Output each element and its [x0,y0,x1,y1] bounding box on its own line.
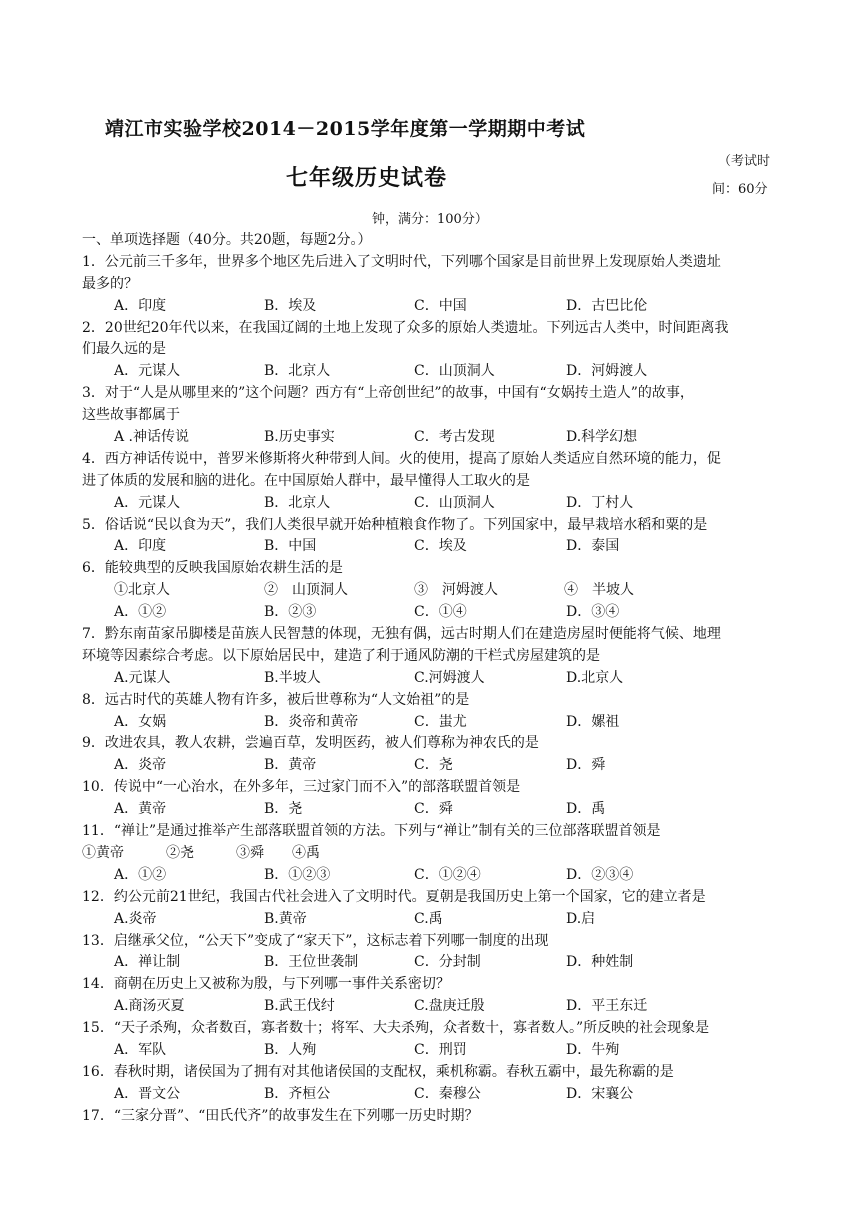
answer-options [82,427,782,449]
answer-option: D.启 [566,910,596,927]
answer-option: D.北京人 [566,669,624,686]
answer-option: A．元谋人 [114,494,181,511]
exam-title: 靖江市实验学校2014－2015学年度第一学期期中考试 [105,118,586,140]
question-10 [82,777,782,821]
answer-option: A.元谋人 [114,669,171,686]
answer-option: B．②③ [264,604,317,621]
answer-option: D．禹 [566,801,606,818]
answer-option: A．黄帝 [114,801,167,818]
section-heading: 一、单项选择题（40分。共20题，每题2分。） [82,232,372,248]
question-1 [82,252,782,318]
answer-option: B．王位世袭制 [264,954,359,971]
answer-option: C．刑罚 [414,1041,467,1058]
question-text-line: 进了体质的发展和脑的进化。在中国原始人群中，最早懂得人工取火的是 [82,472,530,489]
answer-option: D．泰国 [566,538,620,555]
answer-options [82,296,782,318]
answer-option: D．②③④ [566,866,634,883]
answer-option: D．③④ [566,604,620,621]
answer-option: B．人殉 [264,1041,317,1058]
answer-option: B.黄帝 [264,910,307,927]
answer-option: A．元谋人 [114,363,181,380]
answer-options [82,909,782,931]
question-15 [82,1018,782,1062]
question-16 [82,1062,782,1106]
answer-option: D．舜 [566,757,606,774]
answer-option: A.商汤灭夏 [114,998,185,1015]
answer-options [82,668,782,690]
question-text-line: 这些故事都属于 [82,407,180,424]
answer-option: C．舜 [414,801,453,818]
answer-option: D．嫘祖 [566,713,620,730]
question-text-line: 10．传说中“一心治水，在外多年，三过家门而不入”的部落联盟首领是 [82,779,521,796]
answer-option: C．①②④ [414,866,481,883]
answer-option: B．黄帝 [264,757,317,774]
question-4 [82,449,782,515]
question-text-line: 7．黔东南苗家吊脚楼是苗族人民智慧的体现，无独有偶，远古时期人们在建造房屋时便能将气候、地理 [82,626,721,643]
question-text-line: 17．“三家分晋”、“田氏代齐”的故事发生在下列哪一历史时期？ [82,1107,479,1124]
answer-option: C．分封制 [414,954,481,971]
answer-option: C．考古发现 [414,429,495,446]
answer-options [82,493,782,515]
question-6 [82,558,782,624]
question-13 [82,931,782,975]
answer-option: C．尧 [414,757,453,774]
answer-option: B．埃及 [264,297,317,314]
question-8 [82,690,782,734]
question-text-line: 11．“禅让”是通过推举产生部落联盟首领的方法。下列与“禅让”制有关的三位部落联盟首领是 [82,823,661,840]
question-text-line: 2．20世纪20年代以来，在我国辽阔的土地上发现了众多的原始人类遗址。下列远古人类中，时间距离我 [82,319,729,336]
answer-option: C．山顶洞人 [414,494,495,511]
answer-options [82,755,782,777]
question-item: ② 山顶洞人 [264,582,348,599]
answer-option: B．齐桓公 [264,1085,331,1102]
question-text-line: ①黄帝 ②尧 ③舜 ④禹 [82,844,320,861]
question-text-line: 9．改进农具，教人农耕，尝遍百草，发明医药，被人们尊称为神农氏的是 [82,735,539,752]
answer-option: A．印度 [114,297,167,314]
answer-option: D．河姆渡人 [566,363,648,380]
exam-note-line-1: （考试时 [718,154,771,169]
answer-options [82,799,782,821]
answer-option: A．军队 [114,1041,167,1058]
question-items [82,580,782,602]
question-text-line: 15．“天子杀殉，众者数百，寡者数十；将军、大夫杀殉，众者数十，寡者数人。”所反映的社会现象是 [82,1020,710,1037]
answer-option: B．中国 [264,538,317,555]
answer-option: D．宋襄公 [566,1085,634,1102]
answer-options [82,712,782,734]
answer-options [82,602,782,624]
exam-note-line-3: 钟，满分：100分） [372,212,488,227]
question-text-line: 4．西方神话传说中，普罗米修斯将火种带到人间。火的使用，提高了原始人类适应自然环境的能力，促 [82,450,721,467]
answer-option: B．北京人 [264,363,331,380]
question-12 [82,887,782,931]
answer-option: A．女娲 [114,713,167,730]
answer-option: A．炎帝 [114,757,167,774]
exam-content [82,230,782,1128]
answer-option: A.炎帝 [114,910,157,927]
answer-option: A．①② [114,866,167,883]
question-item: ①北京人 [114,582,170,599]
question-text-line: 们最久远的是 [82,341,166,358]
answer-option: A .神话传说 [114,429,190,446]
answer-option: A．晋文公 [114,1085,181,1102]
question-text-line: 8．远古时代的英雄人物有许多，被后世尊称为“人文始祖”的是 [82,691,470,708]
answer-option: C．山顶洞人 [414,363,495,380]
question-5 [82,515,782,559]
question-7 [82,624,782,690]
answer-option: B.半坡人 [264,669,321,686]
answer-option: D．牛殉 [566,1041,620,1058]
answer-options [82,996,782,1018]
answer-options [82,1084,782,1106]
answer-option: D．种姓制 [566,954,634,971]
answer-option: C.禹 [414,910,443,927]
answer-option: B.武王伐纣 [264,998,335,1015]
answer-option: A．禅让制 [114,954,181,971]
question-text-line: 最多的？ [82,275,138,292]
answer-option: D．丁村人 [566,494,634,511]
question-item: ③ 河姆渡人 [414,582,498,599]
answer-option: A．印度 [114,538,167,555]
answer-option: C．埃及 [414,538,467,555]
question-text-line: 14．商朝在历史上又被称为殷，与下列哪一事件关系密切？ [82,976,450,993]
answer-option: B．①②③ [264,866,331,883]
answer-option: D.科学幻想 [566,429,638,446]
answer-option: D．平王东迁 [566,998,648,1015]
exam-note-line-2: 间：60分 [712,182,768,197]
answer-option: B．炎帝和黄帝 [264,713,359,730]
answer-options [82,1040,782,1062]
question-item: ④ 半坡人 [564,582,634,599]
answer-option: C．秦穆公 [414,1085,481,1102]
answer-option: C．①④ [414,604,467,621]
question-text-line: 1．公元前三千多年，世界多个地区先后进入了文明时代，下列哪个国家是目前世界上发现原始人类遗址 [82,253,721,270]
answer-options [82,952,782,974]
answer-option: C．蚩尤 [414,713,467,730]
question-text-line: 13．启继承父位，“公天下”变成了“家天下”，这标志着下列哪一制度的出现 [82,932,549,949]
question-text-line: 3．对于“人是从哪里来的”这个问题？西方有“上帝创世纪”的故事，中国有“女娲抟土造人”的故事， [82,385,694,402]
answer-options [82,361,782,383]
answer-option: A．①② [114,604,167,621]
question-9 [82,733,782,777]
answer-option: B.历史事实 [264,429,335,446]
question-text-line: 环境等因素综合考虑。以下原始居民中，建造了利于通风防潮的干栏式房屋建筑的是 [82,647,600,664]
question-17 [82,1106,782,1128]
question-text-line: 6．能较典型的反映我国原始农耕生活的是 [82,560,343,577]
question-text-line: 5．俗话说“民以食为天”，我们人类很早就开始种植粮食作物了。下列国家中，最早栽培水稻和粟的是 [82,516,708,533]
question-3 [82,383,782,449]
question-2 [82,318,782,384]
answer-option: C．中国 [414,297,467,314]
exam-subtitle: 七年级历史试卷 [286,165,448,191]
answer-option: B．北京人 [264,494,331,511]
question-11 [82,821,782,887]
question-14 [82,974,782,1018]
answer-option: C.盘庚迁殷 [414,998,485,1015]
question-text-line: 12．约公元前21世纪，我国古代社会进入了文明时代。夏朝是我国历史上第一个国家，它的建立者是 [82,888,706,905]
answer-options [82,536,782,558]
answer-option: C.河姆渡人 [414,669,485,686]
question-text-line: 16．春秋时期，诸侯国为了拥有对其他诸侯国的支配权，乘机称霸。春秋五霸中，最先称霸的是 [82,1063,674,1080]
answer-option: B．尧 [264,801,303,818]
answer-option: D．古巴比伦 [566,297,648,314]
answer-options [82,865,782,887]
